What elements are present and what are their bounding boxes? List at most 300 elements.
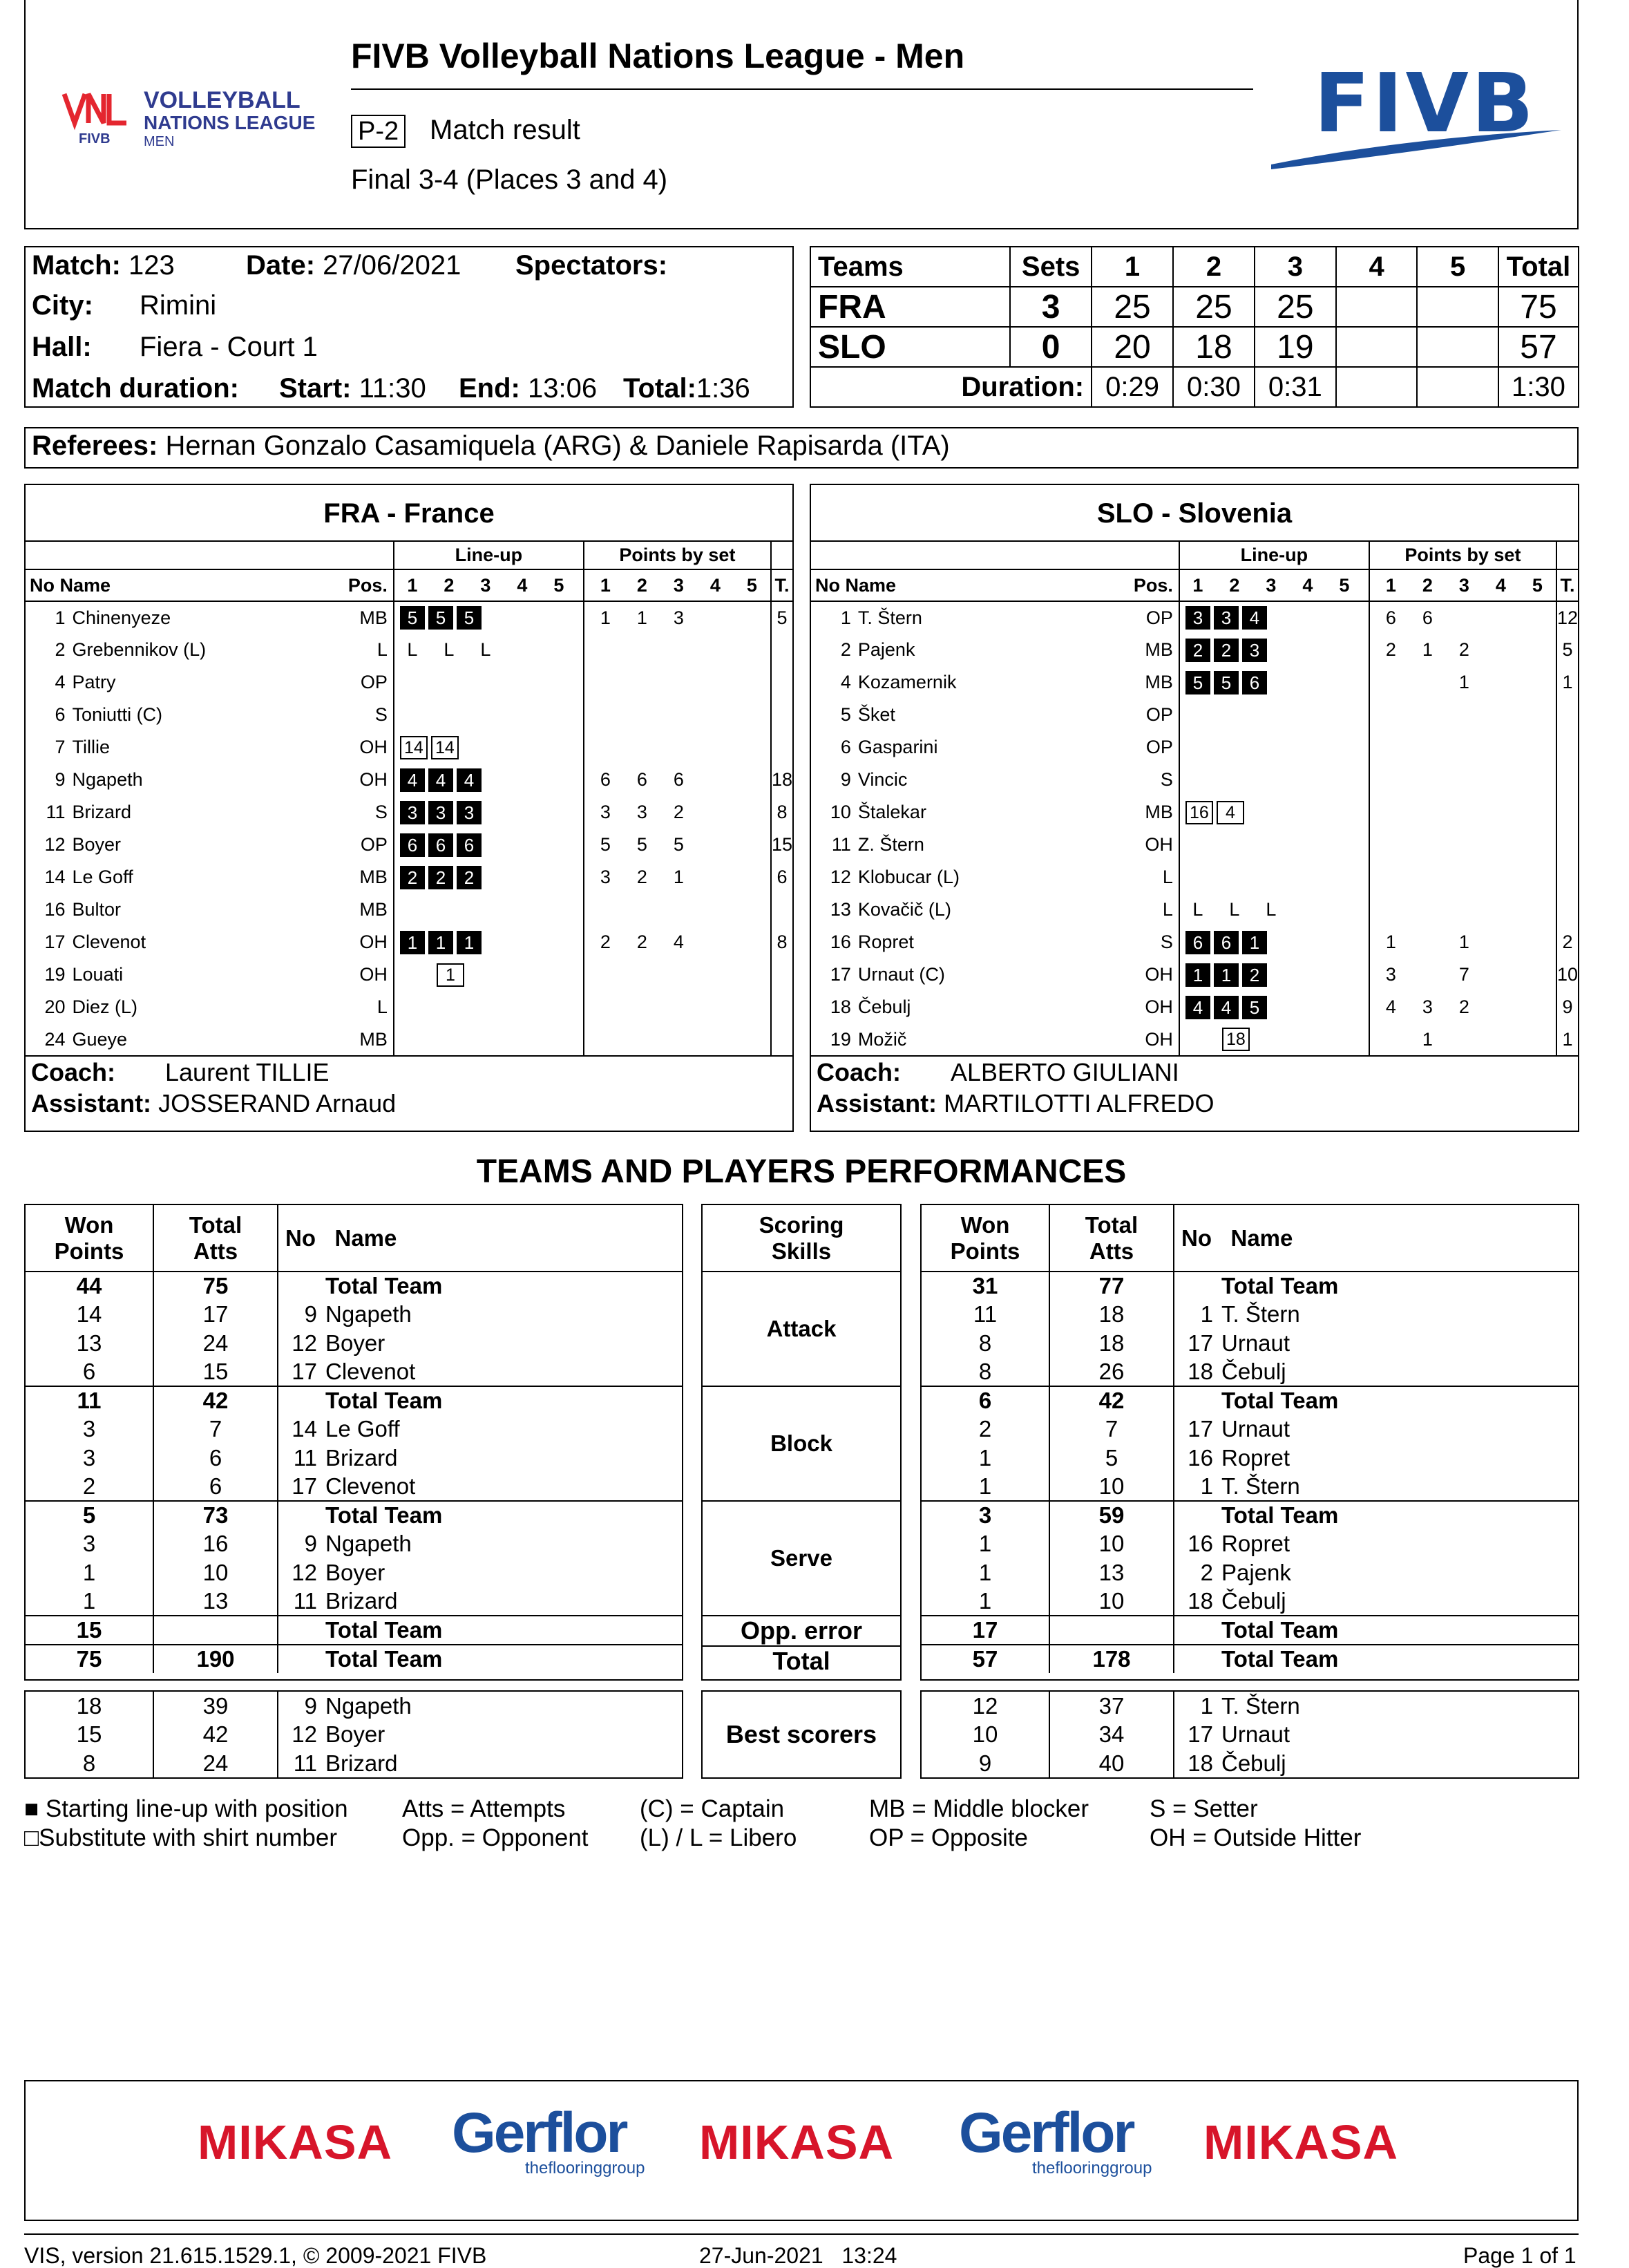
won-points: 3 (82, 1531, 96, 1557)
won-points: 13 (76, 1330, 102, 1356)
player-row (811, 699, 1578, 731)
player-number: 11 (46, 802, 66, 822)
player-position: OH (359, 964, 388, 985)
roster-column-header (811, 569, 1578, 601)
starting-position-badge: 1 (1242, 931, 1267, 954)
player-points (584, 1023, 771, 1056)
city-label: City: (32, 290, 93, 321)
assistant-name: MARTILOTTI ALFREDO (944, 1089, 1214, 1117)
player-number: 6 (55, 704, 66, 725)
match-date-line: Date: 27/06/2021 (246, 250, 461, 281)
starting-position-badge: 2 (428, 866, 453, 889)
won-points: 8 (82, 1750, 96, 1776)
player (1174, 1616, 1578, 1645)
player-number: 6 (840, 737, 851, 757)
performance-row (922, 1473, 1578, 1502)
performance-header (922, 1205, 1578, 1272)
player-row (26, 796, 792, 829)
player-lineup (394, 894, 584, 926)
player-number: 7 (55, 737, 66, 757)
coach-label: Coach: (31, 1057, 116, 1086)
won-points: 1 (978, 1587, 992, 1614)
points-set-header: 1 (600, 574, 611, 596)
player (278, 1272, 682, 1301)
won-points: 57 (922, 1645, 1049, 1674)
player-number: 2 (55, 639, 66, 660)
set-points: 1 (673, 867, 684, 887)
starting-position-badge: 5 (457, 606, 482, 630)
starting-position-badge: 6 (1242, 671, 1267, 694)
player-lineup (1179, 634, 1369, 666)
player-number: 2 (1200, 1559, 1213, 1585)
player-lineup (1179, 991, 1369, 1023)
starting-position-badge: 1 (1214, 963, 1239, 987)
legend-start: ■ Starting line-up with position (24, 1795, 348, 1822)
total-attempts: 42 (1049, 1386, 1174, 1415)
player-position: OH (359, 932, 388, 952)
substitute-badge: 14 (431, 736, 459, 759)
assistant-label: Assistant: (31, 1089, 152, 1117)
player-position: OP (360, 672, 388, 692)
player-number: 24 (44, 1028, 66, 1050)
performance-row (26, 1749, 682, 1778)
skill-name: Block (703, 1386, 900, 1501)
player-total (771, 666, 792, 699)
starting-position-badge: 4 (400, 768, 425, 792)
player-position: OP (1145, 737, 1173, 757)
player-row (811, 958, 1578, 991)
skill-row (703, 1501, 900, 1616)
doc-code: P-2 (351, 115, 406, 148)
total-attempts: 16 (153, 1530, 278, 1559)
performance-header (26, 1205, 682, 1272)
player-points (1369, 1023, 1556, 1056)
player (278, 1692, 682, 1721)
set-points: 6 (1422, 607, 1433, 628)
player-points (584, 926, 771, 958)
set-points: 3 (600, 867, 611, 887)
player-points (584, 764, 771, 796)
player-name: Toniutti (C) (72, 704, 163, 725)
won-points: 3 (82, 1444, 96, 1471)
total-attempts: 59 (1049, 1501, 1174, 1530)
total-attempts: 26 (1049, 1358, 1174, 1387)
won-points: 18 (76, 1692, 102, 1719)
player-name: Vincic (857, 769, 908, 790)
total-attempts: 42 (153, 1386, 278, 1415)
starting-position-badge: 3 (400, 801, 425, 824)
total-attempts: 75 (153, 1272, 278, 1301)
player-name: Clevenot (72, 932, 146, 952)
skills-header-cell: Scoring Skills (703, 1205, 900, 1272)
set-points: 2 (1385, 639, 1396, 660)
player-row (811, 731, 1578, 764)
player-row (26, 699, 792, 731)
player-name: Total Team (325, 1388, 443, 1414)
player-total: 5 (771, 601, 792, 634)
set-points: 6 (636, 769, 647, 790)
player-number: 5 (840, 704, 851, 725)
player-name: Šket (857, 704, 895, 725)
total-attempts (153, 1616, 278, 1645)
player-points (584, 634, 771, 666)
performance-row (922, 1645, 1578, 1674)
player-position: OH (359, 737, 388, 757)
player (278, 1530, 682, 1559)
won-points: 9 (978, 1750, 992, 1776)
player-lineup (394, 634, 584, 666)
roster-group-header (26, 542, 792, 569)
player (278, 1444, 682, 1473)
total-attempts: 10 (1049, 1473, 1174, 1502)
player-number: 20 (44, 996, 66, 1017)
player-lineup (394, 764, 584, 796)
set-points: 5 (600, 834, 611, 855)
player-number: 2 (840, 639, 851, 660)
player-lineup (394, 958, 584, 991)
pos-header: Pos. (315, 569, 394, 601)
player-name: T. Štern (1221, 1692, 1300, 1719)
points-set-header: 3 (1458, 574, 1469, 596)
scoreboard-row-slo: SLO 0 20 18 19 57 (810, 327, 1579, 367)
total-attempts: 10 (1049, 1587, 1174, 1616)
player-lineup (394, 991, 584, 1023)
player-name: Ngapeth (72, 769, 143, 790)
player-number: 12 (830, 867, 851, 887)
best-scorers-label: Best scorers (725, 1720, 877, 1748)
set-points: 2 (673, 802, 684, 822)
performance-row (26, 1386, 682, 1415)
player-number: 17 (1188, 1416, 1213, 1442)
no-name-header: No Name (811, 569, 1101, 601)
total-attempts: 6 (153, 1444, 278, 1473)
won-points-header: Won Points (26, 1205, 153, 1272)
player-name: Urnaut (1221, 1330, 1290, 1356)
total-attempts: 190 (153, 1645, 278, 1674)
player-position: MB (359, 899, 388, 920)
player-name: Clevenot (325, 1473, 416, 1499)
player-row (26, 861, 792, 894)
player-name: Louati (72, 964, 124, 985)
player-row (26, 894, 792, 926)
player-number: 9 (55, 769, 66, 790)
starting-position-badge: 5 (1242, 996, 1267, 1019)
player-number: 11 (293, 1444, 317, 1471)
set-points: 1 (1385, 932, 1396, 952)
total-attempts: 37 (1049, 1692, 1174, 1721)
no-name-header: No Name (278, 1205, 682, 1272)
player (1174, 1301, 1578, 1330)
player-total (771, 634, 792, 666)
libero-mark: L (480, 639, 491, 660)
player-number: 16 (830, 932, 851, 952)
player-total (1556, 894, 1578, 926)
set-points: 2 (1458, 639, 1469, 660)
player-position: S (1160, 932, 1173, 952)
roster-group-header (811, 542, 1578, 569)
player-name: Brizard (72, 802, 132, 822)
set-points: 1 (636, 607, 647, 628)
starting-position-badge: 2 (457, 866, 482, 889)
player-name: Boyer (325, 1559, 385, 1585)
gerflor-logo-2: Gerflor theflooringgroup (959, 2101, 1152, 2177)
player-points (584, 991, 771, 1023)
starting-position-badge: 3 (1185, 606, 1210, 630)
no-name-header: No Name (26, 569, 315, 601)
player (278, 1358, 682, 1387)
set-points: 3 (600, 802, 611, 822)
player-row (26, 829, 792, 861)
legend-opp: Opp. = Opponent (402, 1824, 589, 1851)
player-total (1556, 731, 1578, 764)
won-points: 6 (82, 1358, 96, 1384)
perf-skills-table (703, 1205, 900, 1676)
player-name: Čebulj (857, 996, 911, 1017)
player-number: 10 (830, 802, 851, 822)
player-row (26, 731, 792, 764)
spectators-label: Spectators: (515, 250, 668, 281)
set-points: 1 (1458, 672, 1469, 692)
total-attempts: 6 (153, 1473, 278, 1502)
total-attempts: 40 (1049, 1749, 1174, 1778)
performance-row (26, 1329, 682, 1358)
blank-header (771, 542, 792, 569)
starting-position-badge: 3 (1242, 639, 1267, 662)
player-row (26, 1023, 792, 1056)
lineup-sets-header (1179, 569, 1369, 601)
player-name: Boyer (325, 1330, 385, 1356)
lineup-set-header: 3 (480, 574, 491, 596)
player-lineup (1179, 699, 1369, 731)
player (278, 1749, 682, 1778)
player-number: 11 (831, 834, 851, 855)
starting-position-badge: 4 (1214, 996, 1239, 1019)
player-position: L (377, 639, 388, 660)
player-row (26, 926, 792, 958)
player-number: 16 (1188, 1444, 1213, 1471)
coach (26, 1056, 792, 1088)
starting-position-badge: 6 (1185, 931, 1210, 954)
performance-row (26, 1692, 682, 1721)
player (1174, 1272, 1578, 1301)
player-number: 17 (292, 1358, 317, 1384)
player-number: 1 (1200, 1473, 1213, 1499)
won-points: 15 (26, 1616, 153, 1645)
player-name: Klobucar (L) (857, 867, 960, 887)
player (1174, 1501, 1578, 1530)
player (1174, 1386, 1578, 1415)
lineup-set-header: 5 (553, 574, 564, 596)
player-number: 18 (830, 996, 851, 1017)
points-set-header: 1 (1385, 574, 1396, 596)
starting-position-badge: 2 (1214, 639, 1239, 662)
player-name: Chinenyeze (72, 607, 171, 628)
player-name: Clevenot (325, 1358, 416, 1384)
player (1174, 1473, 1578, 1502)
total-attempts: 13 (153, 1587, 278, 1616)
performance-row (922, 1301, 1578, 1330)
player (1174, 1329, 1578, 1358)
player-total (1556, 829, 1578, 861)
player-number: 18 (1188, 1358, 1213, 1384)
assistant (26, 1088, 792, 1119)
set-points: 5 (636, 834, 647, 855)
performance-row (26, 1616, 682, 1645)
lineup-set-header: 4 (517, 574, 528, 596)
total-attempts: 18 (1049, 1329, 1174, 1358)
player-number: 9 (304, 1692, 317, 1719)
player-name: Bultor (72, 899, 122, 920)
skill-row (703, 1616, 900, 1646)
starting-position-badge: 2 (1185, 639, 1210, 662)
libero-mark: L (1229, 899, 1240, 920)
player-name: Urnaut (C) (857, 964, 945, 985)
legend-mb: MB = Middle blocker (869, 1795, 1089, 1822)
player-name: Diez (L) (72, 996, 138, 1017)
won-points: 75 (26, 1645, 153, 1674)
player-name: Ropret (1221, 1531, 1290, 1557)
player-row (26, 991, 792, 1023)
player-number: 17 (44, 932, 66, 952)
total-attempts: 13 (1049, 1558, 1174, 1587)
player (1174, 1558, 1578, 1587)
assistant-label: Assistant: (817, 1089, 937, 1117)
blank-header (73, 542, 316, 569)
perf-fra-box (24, 1204, 683, 1681)
player-name: T. Štern (1221, 1301, 1300, 1327)
player-lineup (1179, 764, 1369, 796)
points-set-header: 4 (709, 574, 721, 596)
player-number: 19 (830, 1028, 851, 1050)
player-lineup (394, 1023, 584, 1056)
won-points: 17 (922, 1616, 1049, 1645)
player-points (1369, 634, 1556, 666)
end-time: End: 13:06 (459, 373, 598, 404)
points-set-header: 2 (636, 574, 647, 596)
player-lineup (394, 666, 584, 699)
performance-row (922, 1386, 1578, 1415)
player-row (26, 958, 792, 991)
player-number: 16 (1188, 1531, 1213, 1557)
player-total: 8 (771, 926, 792, 958)
lineup-header: Line-up (1179, 542, 1369, 569)
skill-name: Opp. error (703, 1616, 900, 1646)
player-number: 9 (304, 1531, 317, 1557)
player-lineup (1179, 861, 1369, 894)
blank-header (1556, 542, 1578, 569)
player-number: 12 (292, 1721, 317, 1748)
player-name: Čebulj (1221, 1587, 1286, 1614)
player-number: 4 (55, 672, 66, 692)
starting-position-badge: 3 (1214, 606, 1239, 630)
player-name: Total Team (1221, 1502, 1339, 1529)
player-number: 12 (44, 834, 66, 855)
coach-label: Coach: (817, 1057, 902, 1086)
player (1174, 1444, 1578, 1473)
set-points: 6 (673, 769, 684, 790)
player-row (811, 601, 1578, 634)
player-position: S (374, 704, 388, 725)
player-position: OH (1145, 964, 1173, 985)
starting-position-badge: 5 (1185, 671, 1210, 694)
player-lineup (1179, 894, 1369, 926)
total-header: T. (771, 569, 792, 601)
player-row (811, 666, 1578, 699)
set-points: 4 (673, 932, 684, 952)
player-row (811, 829, 1578, 861)
scoreboard-row-fra: FRA 3 25 25 25 75 (810, 287, 1579, 327)
player-name: Gueye (72, 1028, 128, 1050)
substitute-badge: 1 (437, 963, 464, 987)
set-points: 3 (636, 802, 647, 822)
player-name: Brizard (325, 1444, 398, 1471)
player-number: 12 (292, 1559, 317, 1585)
performance-row (922, 1501, 1578, 1530)
set-points: 6 (600, 769, 611, 790)
won-points: 6 (922, 1386, 1049, 1415)
player-number: 9 (304, 1301, 317, 1327)
player (1174, 1587, 1578, 1616)
starting-position-badge: 1 (400, 931, 425, 954)
match-phase: Final 3-4 (Places 3 and 4) (351, 164, 668, 195)
player-total: 5 (1556, 634, 1578, 666)
best-slo-box (920, 1690, 1579, 1779)
starting-position-badge: 6 (428, 833, 453, 857)
player-lineup (394, 861, 584, 894)
assistant-name: JOSSERAND Arnaud (158, 1089, 397, 1117)
player-row (811, 1023, 1578, 1056)
points-set-header: 3 (673, 574, 684, 596)
player-total (1556, 764, 1578, 796)
player-row (26, 764, 792, 796)
player-points (584, 829, 771, 861)
player-number: 1 (1200, 1692, 1213, 1719)
skill-row (703, 1386, 900, 1501)
set-points: 1 (1422, 639, 1433, 660)
starting-position-badge: 6 (1214, 931, 1239, 954)
player-name: Štalekar (857, 802, 926, 822)
set-points: 3 (1385, 964, 1396, 985)
blank-header (858, 542, 1101, 569)
player-points (1369, 861, 1556, 894)
performance-row (26, 1272, 682, 1301)
skill-row (703, 1272, 900, 1386)
total-attempts: 77 (1049, 1272, 1174, 1301)
player-position: MB (359, 607, 388, 628)
player-points (1369, 926, 1556, 958)
player-row (26, 601, 792, 634)
roster-fra (24, 484, 794, 1132)
substitute-badge: 16 (1185, 801, 1213, 824)
player-name: Kozamernik (857, 672, 957, 692)
player-row (811, 991, 1578, 1023)
player-number: 18 (1188, 1587, 1213, 1614)
player-total: 1 (1556, 1023, 1578, 1056)
skill-name: Attack (766, 1316, 837, 1341)
performance-row (26, 1473, 682, 1502)
substitute-badge: 4 (1217, 801, 1244, 824)
legend-oh: OH = Outside Hitter (1150, 1824, 1362, 1851)
blank-header (1101, 542, 1179, 569)
player (1174, 1749, 1578, 1778)
skill-row (703, 1646, 900, 1676)
points-set-header: 4 (1495, 574, 1506, 596)
won-points: 1 (978, 1473, 992, 1499)
scoreboard-header: Teams Sets 1 2 3 4 5 Total (810, 247, 1579, 287)
legend-sub: □Substitute with shirt number (24, 1824, 338, 1851)
player-position: MB (1145, 672, 1173, 692)
scoreboard-duration-row: Duration: 0:29 0:30 0:31 1:30 (810, 367, 1579, 407)
